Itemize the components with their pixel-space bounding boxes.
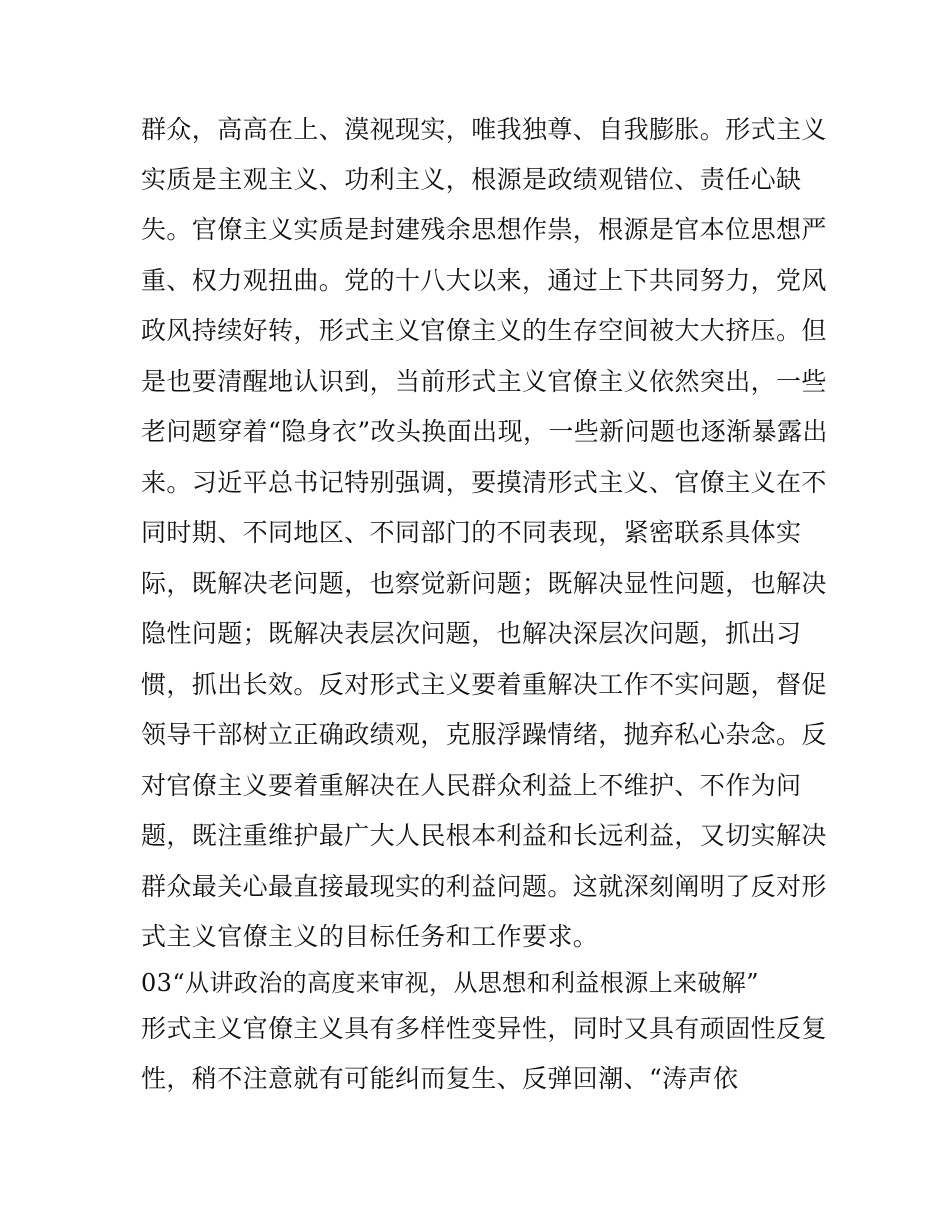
paragraph-line: 隐性问题；既解决表层次问题，也解决深层次问题，抓出习 [141,619,802,648]
paragraph-line: 形式主义官僚主义具有多样性变异性，同时又具有顽固性反复 [141,1014,827,1043]
paragraph-line: 老问题穿着“隐身衣”改头换面出现，一些新问题也逐渐暴露出 [141,417,828,446]
paragraph-line: 际，既解决老问题，也察觉新问题；既解决显性问题，也解决 [141,569,827,598]
paragraph-line: 失。官僚主义实质是封建残余思想作祟，根源是官本位思想严 [141,215,827,244]
paragraph-line: 题，既注重维护最广大人民根本利益和长远利益，又切实解决 [141,821,827,850]
paragraph-line: 对官僚主义要着重解决在人民群众利益上不维护、不作为问 [141,771,802,800]
paragraph-line: 实质是主观主义、功利主义，根源是政绩观错位、责任心缺 [141,165,802,194]
paragraph-line: 群众，高高在上、漠视现实，唯我独尊、自我膨胀。形式主义 [141,115,827,144]
paragraph-line: 来。习近平总书记特别强调，要摸清形式主义、官僚主义在不 [141,468,827,497]
paragraph-line: 政风持续好转，形式主义官僚主义的生存空间被大大挤压。但 [141,316,827,345]
paragraph-line: 群众最关心最直接最现实的利益问题。这就深刻阐明了反对形 [141,872,827,901]
paragraph-line: 是也要清醒地认识到，当前形式主义官僚主义依然突出，一些 [141,367,827,396]
paragraph-line: 性，稍不注意就有可能纠而复生、反弹回潮、“涛声依 [141,1064,739,1093]
paragraph-line: 惯，抓出长效。反对形式主义要着重解决工作不实问题，督促 [141,670,827,699]
paragraph-line: 领导干部树立正确政绩观，克服浮躁情绪，抛弃私心杂念。反 [141,720,827,749]
paragraph-line: 同时期、不同地区、不同部门的不同表现，紧密联系具体实 [141,518,802,547]
paragraph-line: 重、权力观扭曲。党的十八大以来，通过上下共同努力，党风 [141,266,827,295]
section-heading: 03“从讲政治的高度来审视，从思想和利益根源上来破解” [141,969,759,997]
paragraph-line: 式主义官僚主义的目标任务和工作要求。 [141,922,599,951]
